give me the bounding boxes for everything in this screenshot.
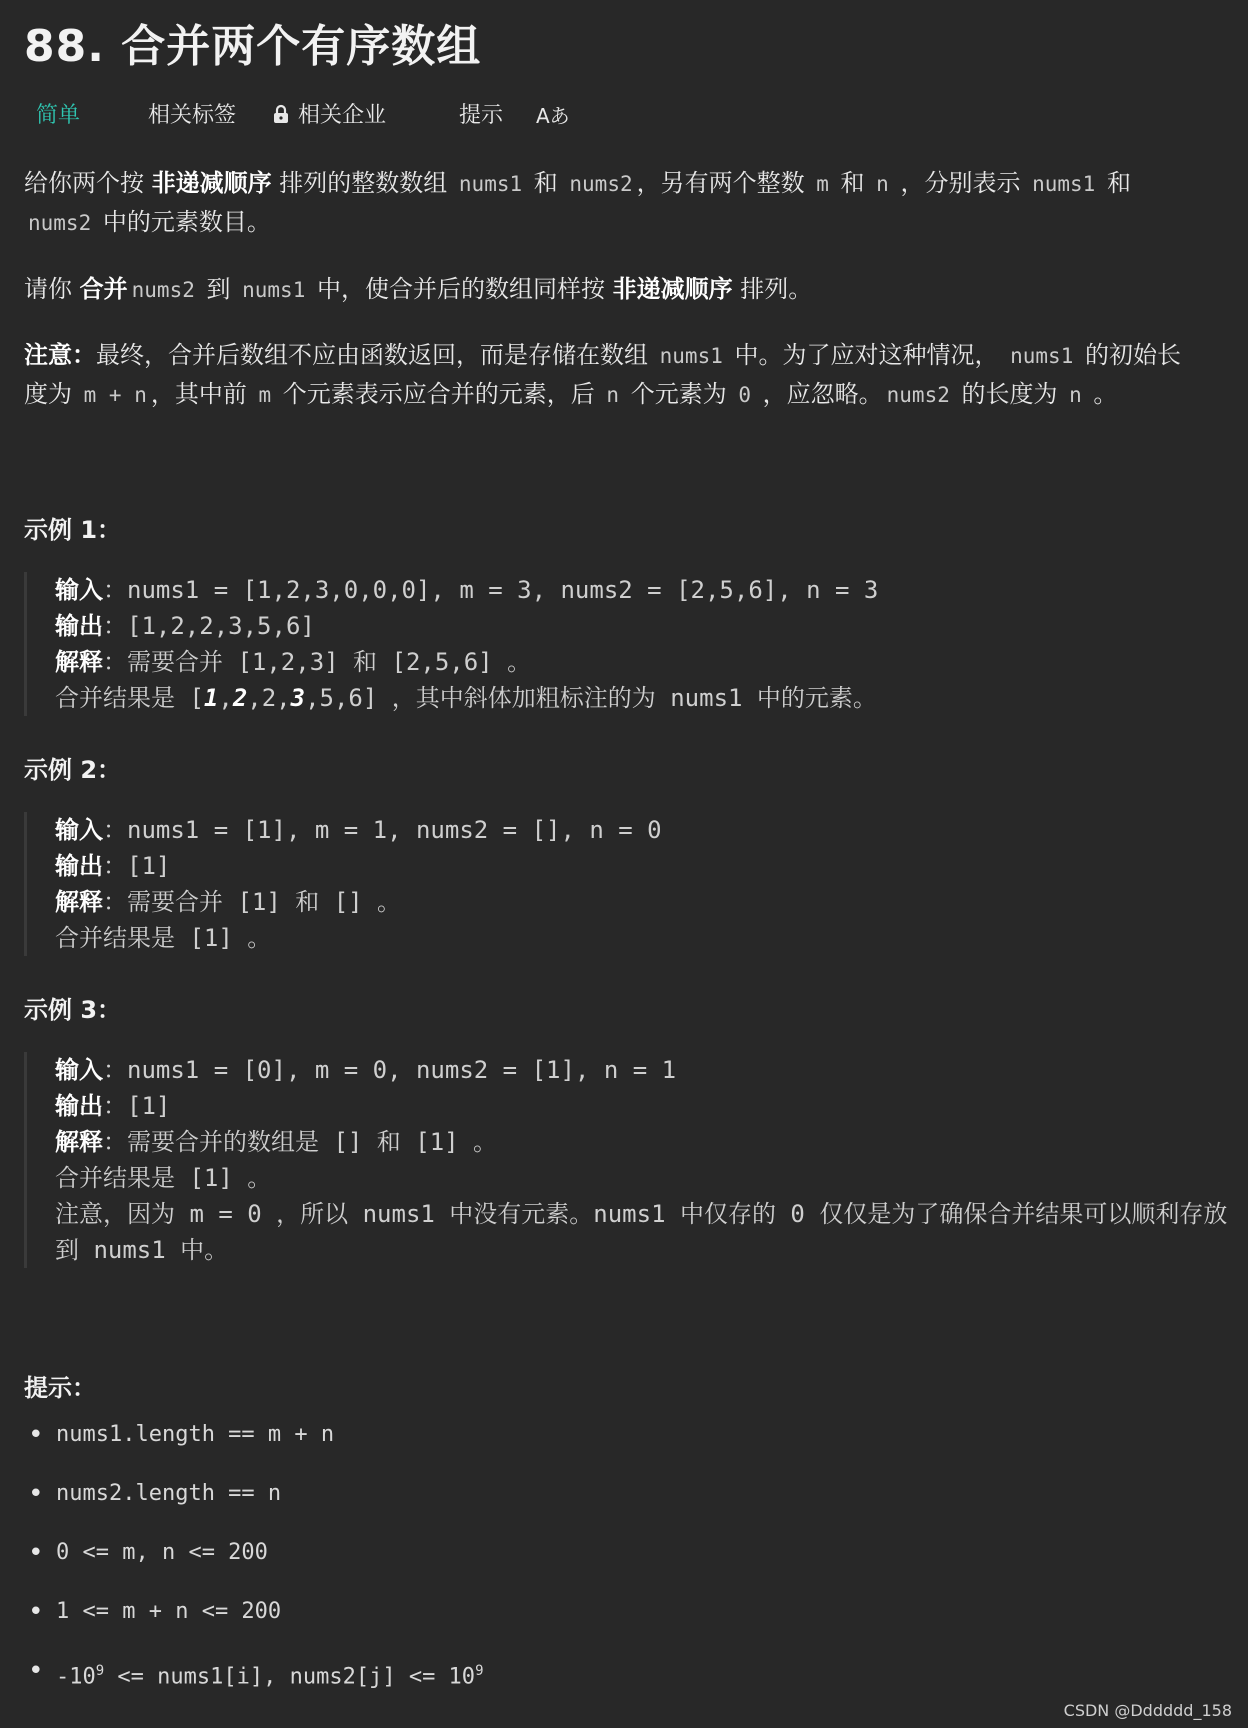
text: 和 — [1099, 169, 1131, 197]
inline-code: nums1 — [242, 278, 306, 302]
inline-code: n — [606, 383, 620, 407]
related-tags-button[interactable]: 相关标签 — [148, 103, 237, 128]
text: 中的元素数目。 — [95, 208, 271, 236]
text: 注意，因为 m = 0 ，所以 nums1 中没有元素。nums1 中仅存的 0 仅仅是为了确保合并结果可以顺利存放到 nums1 中。 — [55, 1200, 1228, 1264]
inline-code: 0 — [738, 383, 751, 407]
colon: ： — [103, 1092, 127, 1120]
inline-code: nums1 — [1032, 172, 1096, 196]
lock-icon — [272, 104, 290, 124]
example-explanation — [55, 884, 1235, 920]
description-paragraph-2 — [24, 270, 1204, 309]
explain-value: 需要合并 [1] 和 [] 。 — [127, 888, 402, 916]
hint-button[interactable]: 提示 — [459, 103, 504, 128]
input-label: 输入 — [55, 1056, 103, 1084]
text: 排列的整数数组 — [271, 169, 455, 197]
text: , — [218, 684, 233, 712]
output-value: [1] — [127, 1092, 171, 1120]
text: 的长度为 — [953, 380, 1066, 408]
text: 和 — [832, 169, 873, 197]
text: 的初始长度为 — [24, 341, 1181, 408]
inline-code: nums1 — [1010, 344, 1074, 368]
example-explanation-cont — [55, 680, 1235, 716]
related-companies-button[interactable] — [272, 96, 386, 136]
highlighted-element: 3 — [290, 684, 306, 712]
example-input — [55, 1052, 1235, 1088]
explain-value: 需要合并 [1,2,3] 和 [2,5,6] 。 — [127, 648, 532, 676]
inline-code: nums2 — [131, 278, 195, 302]
description-paragraph-1 — [24, 164, 1204, 242]
input-value: nums1 = [1], m = 1, nums2 = [], n = 0 — [127, 816, 662, 844]
example-explanation-cont — [55, 920, 1235, 956]
text: 。 — [1085, 380, 1118, 408]
bold-text: 非递减顺序 — [151, 169, 272, 197]
example-output — [55, 608, 1235, 644]
output-label: 输出 — [55, 612, 103, 640]
example-explanation — [55, 644, 1235, 680]
example-input — [55, 572, 1235, 608]
bold-text: 非递减顺序 — [612, 275, 733, 303]
constraints-heading: 提示： — [24, 1374, 96, 1402]
example-3-heading: 示例 3： — [24, 996, 122, 1024]
colon: ： — [103, 1128, 127, 1156]
inline-code: m — [816, 172, 829, 196]
colon: ： — [103, 612, 127, 640]
explain-label: 解释 — [55, 888, 103, 916]
example-output — [55, 848, 1235, 884]
colon: ： — [103, 1056, 127, 1084]
text: 到 — [198, 275, 239, 303]
constraint-item: • 1 <= m + n <= 200 — [24, 1597, 484, 1656]
inline-code: nums2 — [886, 383, 950, 407]
related-companies-label: 相关企业 — [298, 103, 387, 128]
inline-code: nums2 — [569, 172, 633, 196]
exponent: 9 — [95, 1663, 105, 1679]
text: ，其中斜体加粗标注的为 nums1 中的元素。 — [377, 684, 877, 712]
output-label: 输出 — [55, 852, 103, 880]
inline-code: nums1 — [659, 344, 723, 368]
text: -10 — [56, 1664, 96, 1690]
example-note — [55, 1196, 1235, 1268]
inline-code: m + n — [83, 383, 147, 407]
text: 个元素为 — [623, 380, 735, 408]
text: 中。为了应对这种情况， — [726, 341, 1007, 369]
problem-title: 88. 合并两个有序数组 — [24, 21, 482, 72]
text: 排列。 — [732, 275, 813, 303]
text: 请你 — [24, 275, 80, 303]
inline-code: n — [1069, 383, 1082, 407]
constraint-item: • nums1.length == m + n — [24, 1420, 484, 1479]
text: ，应忽略。 — [755, 380, 883, 408]
translate-icon[interactable]: Aあ — [536, 104, 570, 128]
text: 中，使合并后的数组同样按 — [309, 275, 613, 303]
output-value: [1,2,2,3,5,6] — [127, 612, 315, 640]
output-value: [1] — [127, 852, 171, 880]
colon: ： — [103, 576, 127, 604]
explain-label: 解释 — [55, 1128, 103, 1156]
exponent: 9 — [475, 1663, 484, 1679]
constraint-item — [24, 1656, 484, 1715]
explain-label: 解释 — [55, 648, 103, 676]
description-paragraph-3 — [24, 336, 1204, 414]
highlighted-element: 1 — [203, 684, 219, 712]
inline-code: m — [258, 383, 272, 407]
difficulty-badge[interactable]: 简单 — [36, 103, 81, 128]
inline-code: nums2 — [28, 211, 92, 235]
example-input — [55, 812, 1235, 848]
colon: ： — [103, 888, 127, 916]
watermark: CSDN @Dddddd_158 — [1063, 1701, 1232, 1720]
example-2-heading: 示例 2： — [24, 756, 122, 784]
text: ，分别表示 — [892, 169, 1029, 197]
constraint-item: • 0 <= m, n <= 200 — [24, 1538, 484, 1597]
text: ，另有两个整数 — [636, 169, 813, 197]
constraint-item: • nums2.length == n — [24, 1479, 484, 1538]
bold-text: 合并 — [79, 275, 128, 303]
colon: ： — [103, 648, 127, 676]
input-label: 输入 — [55, 816, 103, 844]
input-value: nums1 = [1,2,3,0,0,0], m = 3, nums2 = [2,5,6], n = 3 — [127, 576, 879, 604]
example-1-block — [24, 572, 1235, 716]
text: ,5,6] — [305, 684, 378, 712]
example-2-block — [24, 812, 1235, 956]
text: 合并结果是 [ — [55, 684, 204, 712]
text: 个元素表示应合并的元素，后 — [275, 380, 603, 408]
highlighted-element: 2 — [232, 684, 248, 712]
input-label: 输入 — [55, 576, 103, 604]
colon: ： — [103, 816, 127, 844]
example-output — [55, 1088, 1235, 1124]
example-explanation — [55, 1124, 1235, 1160]
colon: ： — [103, 852, 127, 880]
explain-value: 需要合并的数组是 [] 和 [1] 。 — [127, 1128, 498, 1156]
example-1-heading: 示例 1： — [24, 516, 122, 544]
text: 合并结果是 [1] 。 — [55, 1164, 272, 1192]
output-label: 输出 — [55, 1092, 103, 1120]
text: 最终，合并后数组不应由函数返回，而是存储在数组 — [96, 341, 656, 369]
text: ,2, — [247, 684, 291, 712]
text: 给你两个按 — [24, 169, 152, 197]
tag-bar — [24, 96, 624, 136]
constraints-list — [24, 1420, 484, 1715]
example-3-block — [24, 1052, 1235, 1268]
inline-code: n — [876, 172, 889, 196]
text: ，其中前 — [150, 380, 255, 408]
text: 合并结果是 [1] 。 — [55, 924, 272, 952]
inline-code: nums1 — [458, 172, 523, 196]
text: 和 — [526, 169, 566, 197]
input-value: nums1 = [0], m = 0, nums2 = [1], n = 1 — [127, 1056, 677, 1084]
note-label: 注意： — [24, 341, 96, 369]
text: <= nums1[i], nums2[j] <= 10 — [104, 1664, 476, 1690]
example-explanation-cont — [55, 1160, 1235, 1196]
